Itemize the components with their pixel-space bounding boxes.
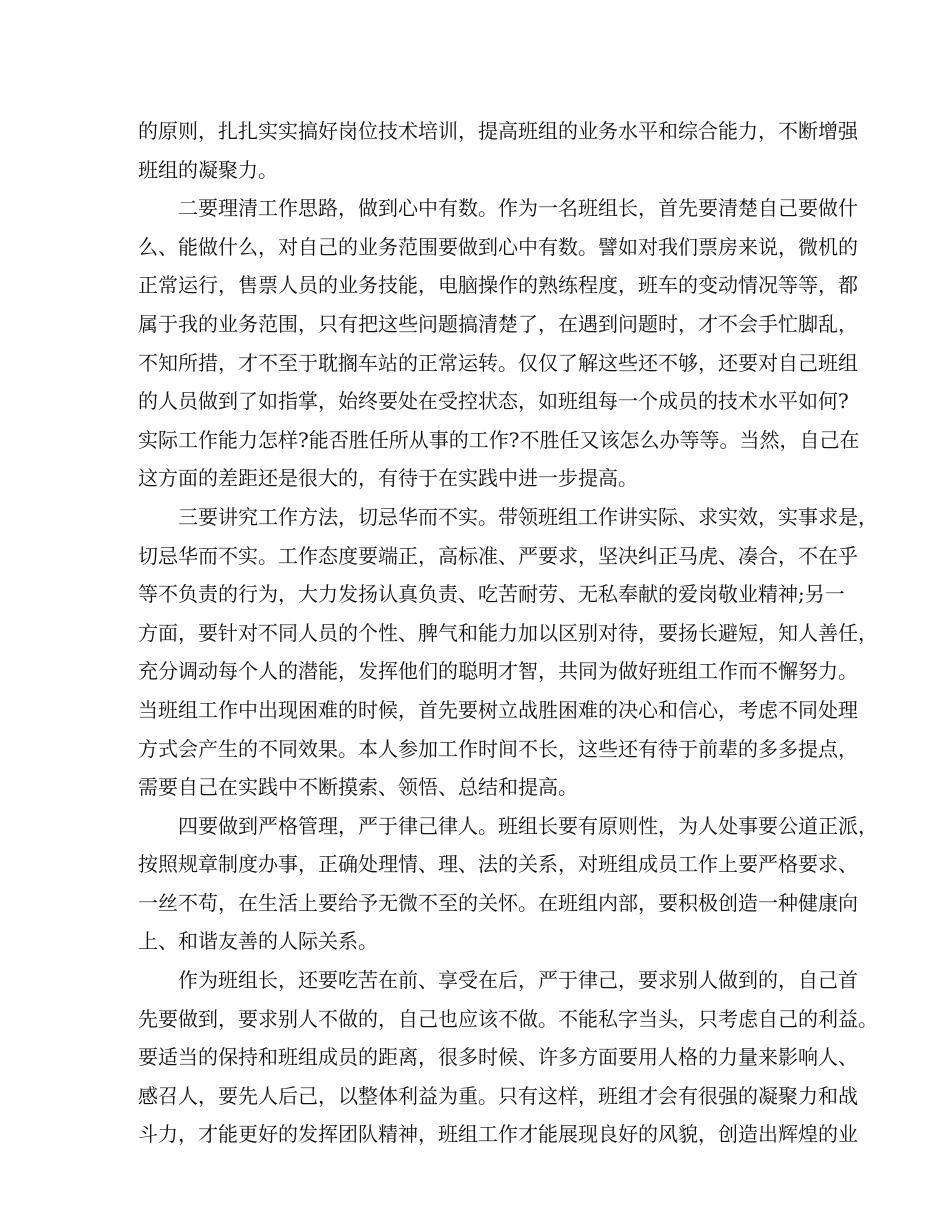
text-line: 一丝不苟，在生活上要给予无微不至的关怀。在班组内部，要积极创造一种健康向	[138, 890, 858, 915]
paragraph-first-line: 四要做到严格管理，严于律己律人。班组长要有原则性，为人处事要公道正派，	[178, 813, 878, 838]
text-line: 要适当的保持和班组成员的距离，很多时候、许多方面要用人格的力量来影响人、	[138, 1045, 858, 1070]
text-line: 当班组工作中出现困难的时候，首先要树立战胜困难的决心和信心，考虑不同处理	[138, 697, 858, 722]
text-line: 方式会产生的不同效果。本人参加工作时间不长，这些还有待于前辈的多多提点，	[138, 736, 858, 761]
text-line: 先要做到，要求别人不做的，自己也应该不做。不能私字当头，只考虑自己的利益。	[138, 1006, 878, 1031]
paragraph-first-line: 三要讲究工作方法，切忌华而不实。带领班组工作讲实际、求实效，实事求是，	[178, 504, 878, 529]
text-line: 充分调动每个人的潜能，发挥他们的聪明才智，共同为做好班组工作而不懈努力。	[138, 659, 858, 684]
text-line: 按照规章制度办事，正确处理情、理、法的关系，对班组成员工作上要严格要求、	[138, 852, 858, 877]
text-line: 上、和谐友善的人际关系。	[138, 929, 378, 954]
paragraph-first-line: 二要理清工作思路，做到心中有数。作为一名班组长，首先要清楚自己要做什	[178, 196, 858, 221]
text-line: 这方面的差距还是很大的，有待于在实践中进一步提高。	[138, 466, 638, 491]
paragraph-first-line: 作为班组长，还要吃苦在前、享受在后，严于律己，要求别人做到的，自己首	[178, 968, 858, 993]
text-line: 实际工作能力怎样?能否胜任所从事的工作?不胜任又该怎么办等等。当然，自己在	[138, 427, 860, 452]
text-line: 需要自己在实践中不断摸索、领悟、总结和提高。	[138, 775, 578, 800]
text-line: 班组的凝聚力。	[138, 157, 278, 182]
text-line: 斗力，才能更好的发挥团队精神，班组工作才能展现良好的风貌，创造出辉煌的业	[138, 1122, 858, 1147]
text-line: 方面，要针对不同人员的个性、脾气和能力加以区别对待，要扬长避短，知人善任，	[138, 620, 878, 645]
document-body	[138, 112, 878, 1154]
text-line: 属于我的业务范围，只有把这些问题搞清楚了，在遇到问题时，才不会手忙脚乱，	[138, 311, 858, 336]
text-line: 正常运行，售票人员的业务技能，电脑操作的熟练程度，班车的变动情况等等，都	[138, 273, 858, 298]
text-line: 切忌华而不实。工作态度要端正，高标准、严要求，坚决纠正马虎、凑合，不在乎	[138, 543, 858, 568]
text-line: 的人员做到了如指掌，始终要处在受控状态，如班组每一个成员的技术水平如何?	[138, 389, 849, 414]
text-line: 等不负责的行为，大力发扬认真负责、吃苦耐劳、无私奉献的爱岗敬业精神;另一	[138, 582, 845, 607]
text-line: 不知所措，才不至于耽搁车站的正常运转。仅仅了解这些还不够，还要对自己班组	[138, 350, 858, 375]
text-line: 么、能做什么，对自己的业务范围要做到心中有数。譬如对我们票房来说，微机的	[138, 234, 858, 259]
text-line: 感召人，要先人后己，以整体利益为重。只有这样，班组才会有很强的凝聚力和战	[138, 1083, 858, 1108]
text-line: 的原则，扎扎实实搞好岗位技术培训，提高班组的业务水平和综合能力，不断增强	[138, 119, 858, 143]
